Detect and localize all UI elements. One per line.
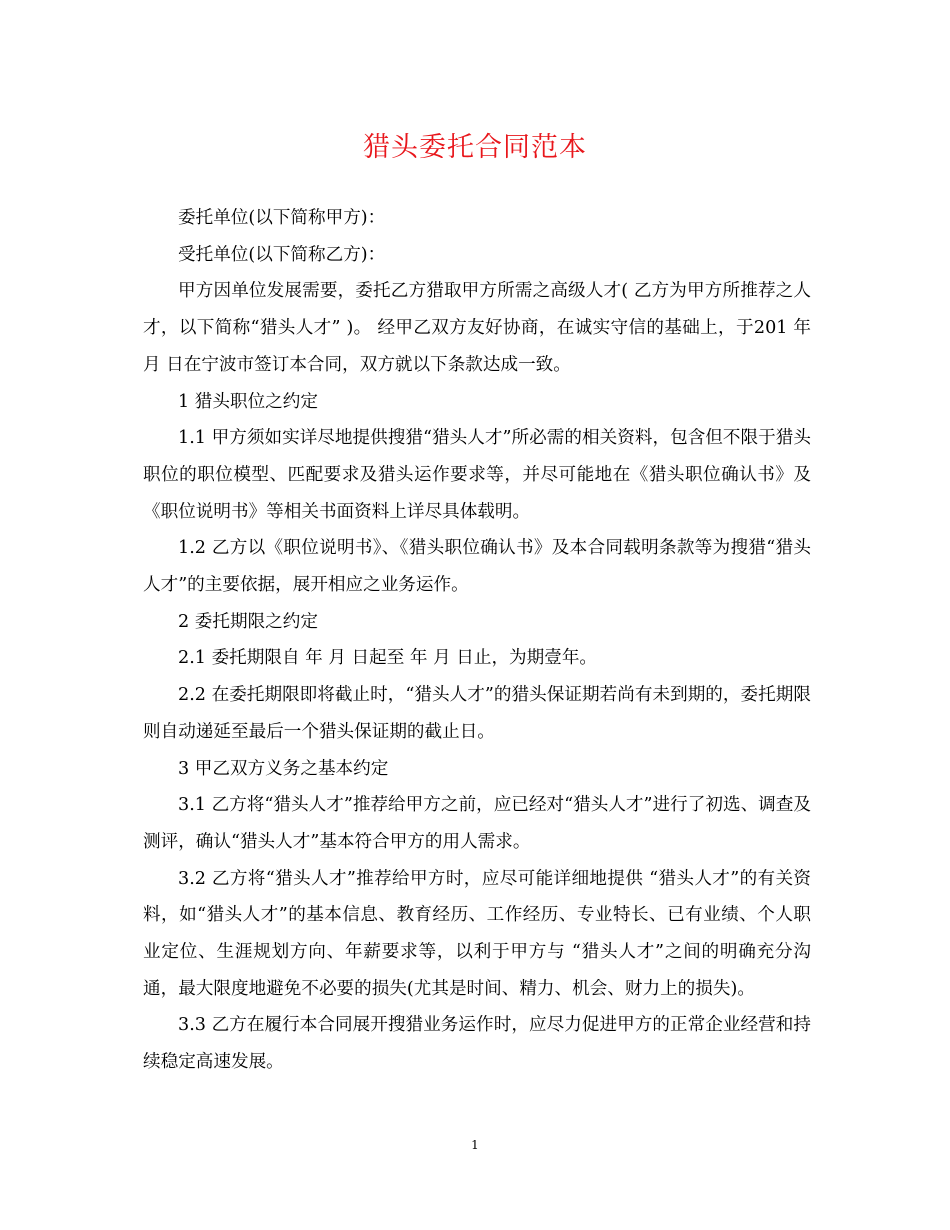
clause-1-2: 1.2 乙方以《职位说明书》、《猎头职位确认书》及本合同载明条款等为搜猎“猎头人才”的主要依据，展开相应之业务运作。 xyxy=(143,538,811,596)
page-number: 1 xyxy=(471,1138,479,1152)
paragraph-party-a: 委托单位(以下简称甲方)： xyxy=(178,208,386,228)
document-body xyxy=(143,200,811,1081)
clause-3-2: 3.2 乙方将“猎头人才”推荐给甲方时，应尽可能详细地提供 “猎头人才”的有关资料，如“猎头人才”的基本信息、教育经历、工作经历、专业特长、已有业绩、个人职业定位、生涯规划方向、年薪要求等，以利于甲方与 “猎头人才”之间的明确充分沟通，最大限度地避免不必要的损失(尤其是时间、精力、机会、财力上的损失)。 xyxy=(143,868,811,999)
section-heading-1: 1 猎头职位之约定 xyxy=(178,391,318,412)
paragraph-party-b: 受托单位(以下简称乙方)： xyxy=(178,244,386,265)
clause-3-1: 3.1 乙方将“猎头人才”推荐给甲方之前，应已经对“猎头人才”进行了初选、调查及测评，确认“猎头人才”基本符合甲方的用人需求。 xyxy=(143,795,811,852)
section-heading-2: 2 委托期限之约定 xyxy=(178,611,318,632)
clause-3-3: 3.3 乙方在履行本合同展开搜猎业务运作时，应尽力促进甲方的正常企业经营和持续稳定高速发展。 xyxy=(143,1015,811,1073)
document-title: 猎头委托合同范本 xyxy=(363,132,587,163)
clause-2-1: 2.1 委托期限自 年 月 日起至 年 月 日止，为期壹年。 xyxy=(178,648,598,669)
section-heading-3: 3 甲乙双方义务之基本约定 xyxy=(178,758,389,779)
paragraph-preamble: 甲方因单位发展需要，委托乙方猎取甲方所需之高级人才( 乙方为甲方所推荐之人才，以下简称“猎头人才” )。 经甲乙双方友好协商，在诚实守信的基础上，于201 年 月 日在宁波市签订本合同，双方就以下条款达成一致。 xyxy=(143,281,811,375)
clause-2-2: 2.2 在委托期限即将截止时，“猎头人才”的猎头保证期若尚有未到期的，委托期限则自动递延至最后一个猎头保证期的截止日。 xyxy=(143,685,811,742)
clause-1-1: 1.1 甲方须如实详尽地提供搜猎“猎头人才”所必需的相关资料，包含但不限于猎头职位的职位模型、匹配要求及猎头运作要求等，并尽可能地在《猎头职位确认书》及《职位说明书》等相关书面资料上详尽具体载明。 xyxy=(143,428,811,522)
